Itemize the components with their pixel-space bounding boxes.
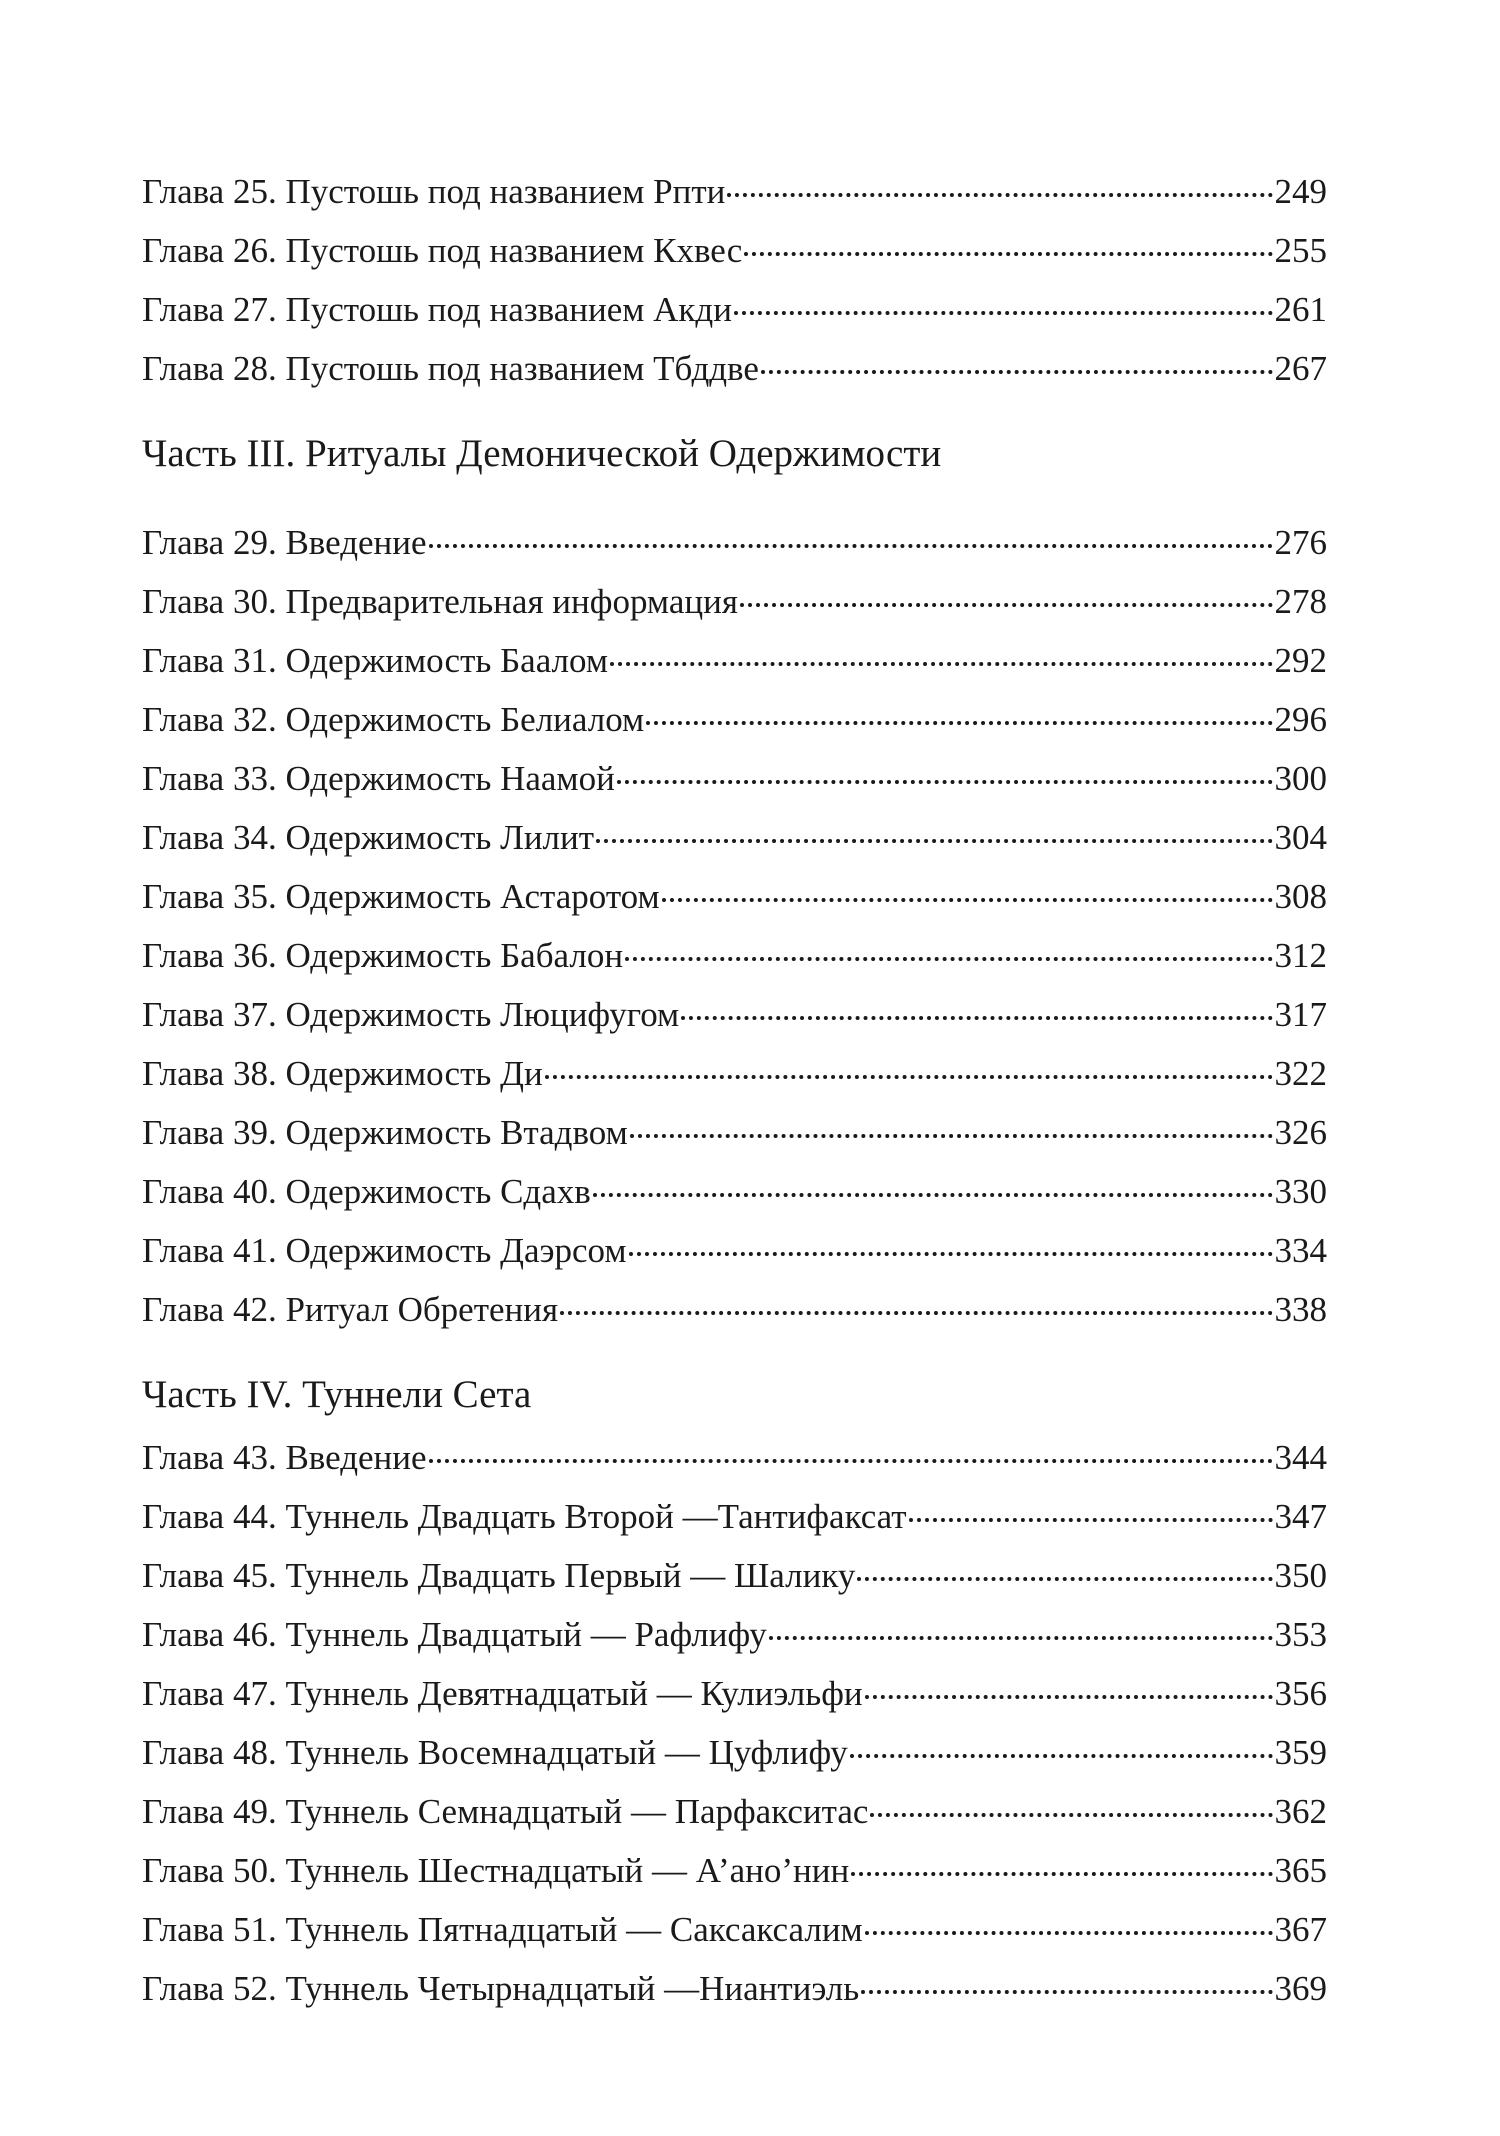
toc-entry-page: 330 <box>1274 1172 1327 1211</box>
dot-leader <box>740 603 1273 607</box>
toc-entry <box>142 1103 1327 1162</box>
toc-entry-title: Глава 36. Одержимость Бабалон <box>142 936 624 975</box>
toc-entry-title: Глава 47. Туннель Девятнадцатый — Кулиэльфи <box>142 1674 863 1713</box>
toc-entry <box>142 1782 1327 1841</box>
toc-entry-page: 350 <box>1274 1556 1327 1595</box>
toc-entry-title: Глава 48. Туннель Восемнадцатый — Цуфлифу <box>142 1733 848 1772</box>
toc-entry-page: 278 <box>1274 582 1327 621</box>
toc-entry <box>142 1280 1327 1339</box>
dot-leader <box>617 780 1273 784</box>
dot-leader <box>865 1931 1273 1935</box>
toc-entry <box>142 1664 1327 1723</box>
dot-leader <box>870 1813 1272 1817</box>
toc-entry-title: Глава 50. Туннель Шестнадцатый — А’ано’нин <box>142 1851 850 1890</box>
toc-entry <box>142 1959 1327 2018</box>
dot-leader <box>851 1872 1272 1876</box>
dot-leader <box>630 1134 1273 1138</box>
toc-entry-page: 296 <box>1274 700 1327 739</box>
toc-entry-title: Глава 52. Туннель Четырнадцатый —Ниантиэль <box>142 1969 860 2008</box>
toc-entry <box>142 690 1327 749</box>
toc-entry-page: 292 <box>1274 641 1327 680</box>
dot-leader <box>761 370 1273 374</box>
dot-leader <box>662 898 1273 902</box>
toc-entry-title: Глава 39. Одержимость Втадвом <box>142 1113 628 1152</box>
dot-leader <box>429 1459 1273 1463</box>
toc-entry-page: 326 <box>1274 1113 1327 1152</box>
toc-entry <box>142 1723 1327 1782</box>
toc-entry-title: Глава 33. Одержимость Наамой <box>142 759 615 798</box>
dot-leader <box>727 193 1272 197</box>
toc-entry <box>142 1162 1327 1221</box>
toc-entry-title: Глава 28. Пустошь под названием Тбддве <box>142 349 759 388</box>
toc-entry-page: 304 <box>1274 818 1327 857</box>
toc-entry <box>142 1546 1327 1605</box>
dot-leader <box>744 252 1272 256</box>
dot-leader <box>629 1252 1273 1256</box>
toc-entry-page: 362 <box>1274 1792 1327 1831</box>
toc-entry-page: 353 <box>1274 1615 1327 1654</box>
dot-leader <box>850 1754 1273 1758</box>
toc-entry-title: Глава 42. Ритуал Обретения <box>142 1290 559 1329</box>
toc-entry-page: 347 <box>1274 1497 1327 1536</box>
toc-entry <box>142 631 1327 690</box>
toc-entry-page: 317 <box>1274 995 1327 1034</box>
toc-entry <box>142 1605 1327 1664</box>
dot-leader <box>909 1518 1273 1522</box>
toc-entry-page: 267 <box>1274 349 1327 388</box>
toc-entry-page: 338 <box>1274 1290 1327 1329</box>
toc-entry <box>142 1428 1327 1487</box>
toc-entry <box>142 1221 1327 1280</box>
dot-leader <box>610 662 1272 666</box>
toc-entry-page: 300 <box>1274 759 1327 798</box>
toc-entry-page: 334 <box>1274 1231 1327 1270</box>
toc-entry-page: 308 <box>1274 877 1327 916</box>
toc-entry-page: 367 <box>1274 1910 1327 1949</box>
toc-entry <box>142 867 1327 926</box>
part4-entries <box>142 1428 1327 2018</box>
toc-entry <box>142 513 1327 572</box>
dot-leader <box>769 1636 1273 1640</box>
toc-entry-title: Глава 37. Одержимость Люцифугом <box>142 995 680 1034</box>
dot-leader <box>625 957 1272 961</box>
toc-entry <box>142 162 1327 221</box>
toc-entry-page: 344 <box>1274 1438 1327 1477</box>
dot-leader <box>593 1193 1273 1197</box>
toc-entry-title: Глава 40. Одержимость Сдахв <box>142 1172 591 1211</box>
dot-leader <box>861 1990 1272 1994</box>
toc-entry <box>142 926 1327 985</box>
toc-entry-title: Глава 46. Туннель Двадцатый — Рафлифу <box>142 1615 767 1654</box>
toc-entry-title: Глава 43. Введение <box>142 1438 427 1477</box>
dot-leader <box>646 721 1272 725</box>
toc-entry-title: Глава 26. Пустошь под названием Кхвес <box>142 231 743 270</box>
toc-entry <box>142 280 1327 339</box>
toc-entry <box>142 572 1327 631</box>
toc-entry-title: Глава 35. Одержимость Астаротом <box>142 877 660 916</box>
toc-entry-title: Глава 32. Одержимость Белиалом <box>142 700 645 739</box>
toc-entry-page: 276 <box>1274 523 1327 562</box>
toc-entry-title: Глава 31. Одержимость Баалом <box>142 641 609 680</box>
toc-entry <box>142 1900 1327 1959</box>
part3-entries <box>142 513 1327 1339</box>
part2-tail-entries <box>142 162 1327 398</box>
dot-leader <box>734 311 1273 315</box>
toc-entry-page: 365 <box>1274 1851 1327 1890</box>
toc-entry-page: 312 <box>1274 936 1327 975</box>
toc-entry <box>142 339 1327 398</box>
toc-entry-title: Глава 45. Туннель Двадцать Первый — Шалику <box>142 1556 856 1595</box>
dot-leader <box>560 1311 1272 1315</box>
toc-entry-page: 255 <box>1274 231 1327 270</box>
toc-entry-title: Глава 27. Пустошь под названием Акди <box>142 290 732 329</box>
toc-entry-page: 369 <box>1274 1969 1327 2008</box>
toc-entry <box>142 808 1327 867</box>
table-of-contents <box>142 162 1327 2018</box>
toc-entry <box>142 985 1327 1044</box>
dot-leader <box>429 544 1273 548</box>
toc-entry-title: Глава 51. Туннель Пятнадцатый — Саксаксалим <box>142 1910 863 1949</box>
toc-entry <box>142 749 1327 808</box>
toc-entry-page: 249 <box>1274 172 1327 211</box>
toc-entry <box>142 1487 1327 1546</box>
part4-heading: Часть IV. Туннели Сета <box>142 1373 532 1416</box>
toc-entry <box>142 1044 1327 1103</box>
toc-entry-title: Глава 49. Туннель Семнадцатый — Парфакситас <box>142 1792 869 1831</box>
toc-entry-title: Глава 41. Одержимость Даэрсом <box>142 1231 627 1270</box>
toc-entry-title: Глава 25. Пустошь под названием Рпти <box>142 172 726 211</box>
part3-heading: Часть III. Ритуалы Демонической Одержимости <box>142 432 942 475</box>
toc-entry-page: 356 <box>1274 1674 1327 1713</box>
toc-entry-title: Глава 44. Туннель Двадцать Второй —Тантифаксат <box>142 1497 907 1536</box>
toc-entry-page: 359 <box>1274 1733 1327 1772</box>
toc-entry-title: Глава 30. Предварительная информация <box>142 582 738 621</box>
toc-entry-title: Глава 38. Одержимость Ди <box>142 1054 543 1093</box>
toc-entry-page: 322 <box>1274 1054 1327 1093</box>
toc-entry-title: Глава 29. Введение <box>142 523 427 562</box>
toc-entry <box>142 1841 1327 1900</box>
dot-leader <box>681 1016 1272 1020</box>
dot-leader <box>545 1075 1273 1079</box>
toc-entry-page: 261 <box>1274 290 1327 329</box>
dot-leader <box>865 1695 1273 1699</box>
toc-entry-title: Глава 34. Одержимость Лилит <box>142 818 595 857</box>
dot-leader <box>857 1577 1272 1581</box>
toc-entry <box>142 221 1327 280</box>
dot-leader <box>596 839 1272 843</box>
